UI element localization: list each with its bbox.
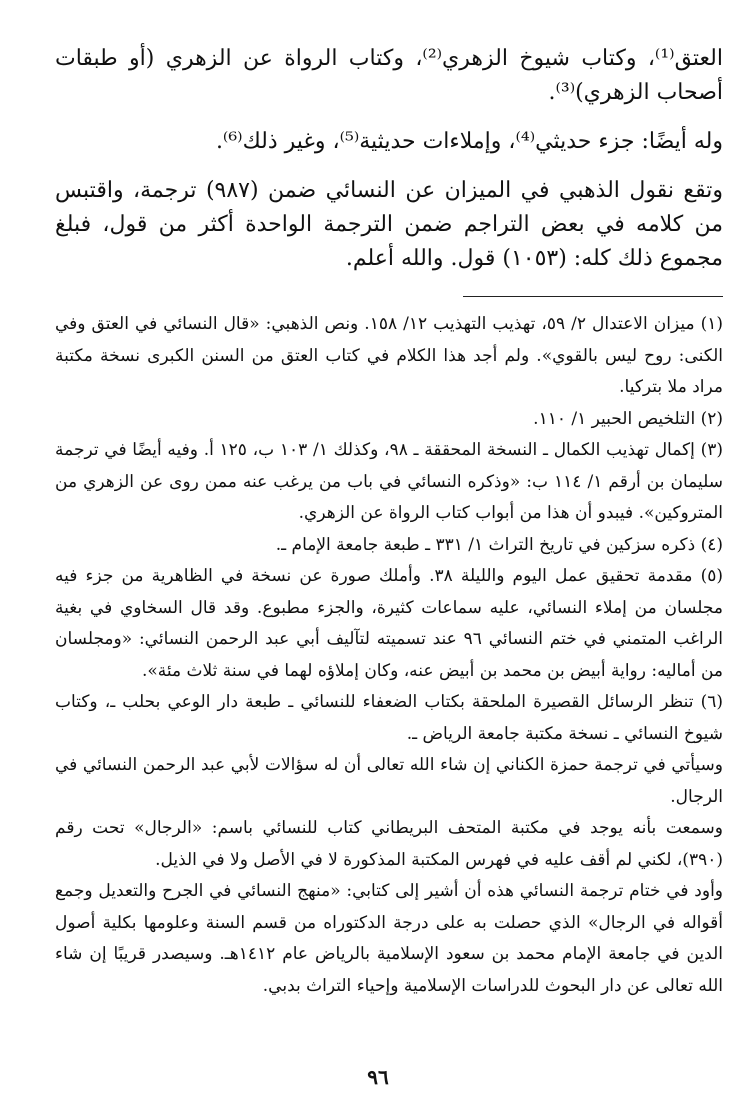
- book-page: [55, 42, 723, 1002]
- main-paragraph: وتقع نقول الذهبي في الميزان عن النسائي ضمن (٩٨٧) ترجمة، واقتبس من كلامه في بعض التراجم ضمن الترجمة الواحدة أكثر من قول، فبلغ مجموع ذلك كله: (١٠٥٣) قول. والله أعلم.: [55, 178, 724, 271]
- footnotes: [55, 309, 723, 1002]
- footnote-note: وأود في ختام ترجمة النسائي هذه أن أشير إلى كتابي: «منهج النسائي في الجرح والتعديل وجمع أقواله في الرجال» الذي حصلت به على درجة الدكتوراه من قسم السنة وعلومها بكلية أصول الدين في جامعة الإمام محمد بن سعود الإسلامية بالرياض عام ١٤١٢هـ. وسيصدر قريبًا إن شاء الله تعالى عن دار البحوث للدراسات الإسلامية وإحياء التراث بدبي.: [55, 881, 723, 996]
- main-paragraph: وله أيضًا: جزء حديثي⁽⁴⁾، وإملاءات حديثية⁽⁵⁾، وغير ذلك⁽⁶⁾.: [215, 129, 723, 154]
- main-paragraph: العتق⁽¹⁾، وكتاب شيوخ الزهري⁽²⁾، وكتاب الرواة عن الزهري (أو طبقات أصحاب الزهري)⁽³⁾.: [55, 46, 723, 105]
- page-number: ٩٦: [367, 1065, 389, 1089]
- footnote: (٥) مقدمة تحقيق عمل اليوم والليلة ٣٨. وأملك صورة عن نسخة في الظاهرية من جزء فيه مجلسان من إملاء النسائي، عليه سماعات كثيرة، والجزء مطبوع. وقد قال السخاوي في بغية الراغب المتمني في ختم النسائي ٩٦ عند تسميته لتآليف أبي عبد الرحمن النسائي: «ومجلسان من أماليه: رواية أبيض بن محمد بن أبيض عنه، وكان إملاؤه لهما في سنة ثلاث مئة».: [55, 566, 723, 681]
- main-text: [55, 42, 723, 276]
- footnote: (٣) إكمال تهذيب الكمال ـ النسخة المحققة ـ ٩٨، وكذلك ١/ ١٠٣ ب، ١٢٥ أ. وفيه أيضًا في ترجمة سليمان بن أرقم ١/ ١١٤ ب: «وذكره النسائي في باب من يرغب عنه ممن روى عن الزهري من المتروكين». فيبدو أن هذا من أبواب كتاب الرواة عن الزهري.: [55, 440, 723, 523]
- footnote: (٤) ذكره سزكين في تاريخ التراث ١/ ٣٣١ ـ طبعة جامعة الإمام ـ.: [275, 534, 723, 555]
- footnote-note: وسمعت بأنه يوجد في مكتبة المتحف البريطاني كتاب للنسائي باسم: «الرجال» تحت رقم (٣٩٠)، لكني لم أقف عليه في فهرس المكتبة المذكورة لا في الأصل ولا في الذيل.: [55, 818, 723, 870]
- footnote: (١) ميزان الاعتدال ٢/ ٥٩، تهذيب التهذيب ١٢/ ١٥٨. ونص الذهبي: «قال النسائي في العتق وفي الكنى: روح ليس بالقوي». ولم أجد هذا الكلام في كتاب العتق من السنن الكبرى نسخة مكتبة مراد ملا بتركيا.: [55, 314, 723, 397]
- footnote: (٢) التلخيص الحبير ١/ ١١٠.: [533, 408, 723, 429]
- footnote-note: وسيأتي في ترجمة حمزة الكناني إن شاء الله تعالى أن له سؤالات لأبي عبد الرحمن النسائي في الرجال.: [55, 755, 723, 807]
- footnote: (٦) تنظر الرسائل القصيرة الملحقة بكتاب الضعفاء للنسائي ـ طبعة دار الوعي بحلب ـ، وكتاب شيوخ النسائي ـ نسخة مكتبة جامعة الرياض ـ.: [55, 692, 723, 744]
- footnote-separator: [463, 296, 723, 297]
